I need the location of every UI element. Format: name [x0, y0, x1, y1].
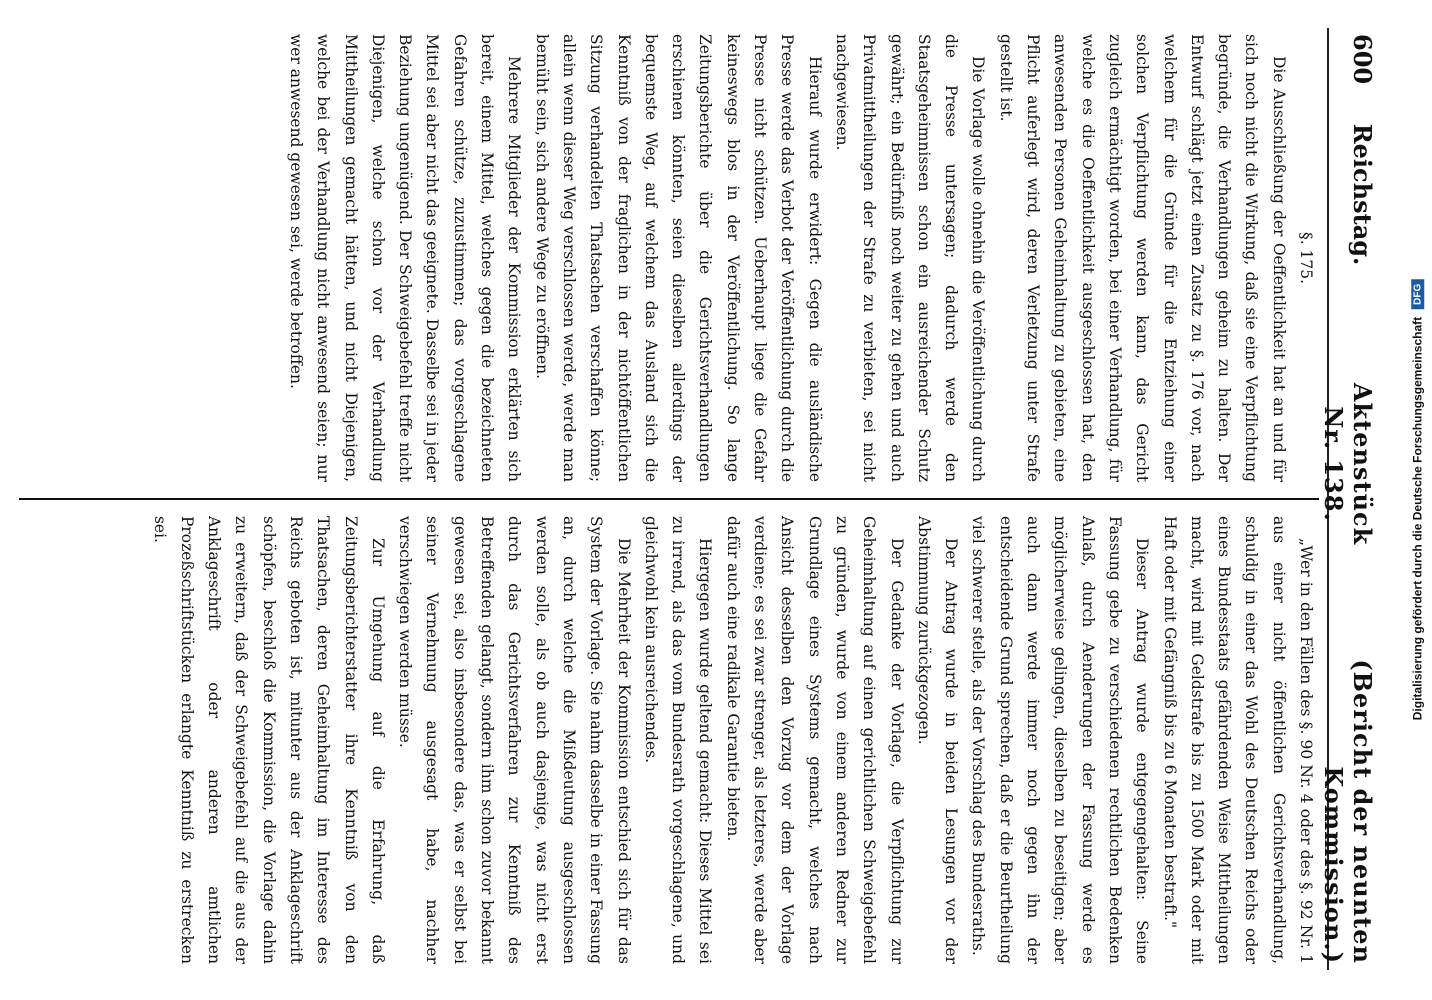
right-paragraph: Hiergegen wurde geltend gemacht: Dieses Mittel sei zu irrend, als das vom Bundesrath vorgeschlagene, und gleichwohl kein ausreichendes. [641, 515, 715, 964]
right-paragraph: Der Antrag wurde in beiden Lesungen vor der Abstimmung zurückgezogen. [914, 515, 961, 964]
page-number: 600 [1348, 34, 1377, 85]
digitization-credit [1405, 0, 1429, 1000]
left-paragraph: Die Vorlage wolle ohnehin die Veröffentlichung durch die Presse untersagen; dadurch werde den Staatsgeheimnissen schon ein ausreichender Schutz gewährt; ein Bedürfniß noch weiter zu gehen und auch Privatmittheilungen der Strafe zu verbieten, sei nicht nachgewiesen. [832, 34, 988, 483]
left-paragraph: Mehrere Mitglieder der Kommission erklärten sich bereit, einem Mittel, welches gegen die bezeichneten Gefahren schütze, zuzustimmen; das vorgeschlagene Mittel sei aber nicht das geeignete. Dasselbe sei in jeder Beziehung ungenügend. Der Schweigebefehl treffe nicht Diejenigen, welche schon vor der Verhandlung Mittheilungen gemacht hätten, und nicht Diejenigen, welche bei der Verhandlung nicht anwesend seien; nur wer anwesend gewesen sei, werde betroffen. [287, 34, 524, 483]
left-paragraph: Die Ausschließung der Oeffentlichkeit hat an und für sich noch nicht die Wirkung, daß sie eine Verpflichtung begründe, die Verhandlungen geheim zu halten. Der Entwurf schlägt jetzt einen Zusatz zu §. 176 vor, nach welchem für die Gründe für die Entziehung einer solchen Verpflichtung werden kann, das Gericht zugleich ermächtigt worden, bei einer Verhandlung, für welche es die Oeffentlichkeit ausgeschlossen hat, den anwesenden Personen Geheimhaltung zu gebieten, eine Pflicht auferlegt wird, deren Verletzung unter Strafe gestellt ist. [996, 34, 1288, 483]
right-paragraph: Zur Umgehung auf die Erfahrung, daß Zeitungsberichterstatter ihre Kenntniß von den Thatsachen, deren Geheimhaltung im Interesse des Reichs geboten ist, mitunter aus der Anklageschrift schöpfen, beschloß die Kommission, die Vorlage dahin zu erweitern, daß der Schweigebefehl auf die aus der Anklageschrift oder anderen amtlichen Prozeßschriftstücken erlangte Kenntniß zu erstrecken sei. [150, 515, 387, 964]
right-column [19, 510, 1319, 970]
text-columns [19, 28, 1319, 970]
section-heading: §. 175. [1297, 231, 1315, 285]
dfg-logo: DFG [1411, 280, 1424, 309]
right-paragraph: Die Mehrheit der Kommission entschied sich für das System der Vorlage. Sie nahm dasselbe in einer Fassung an, durch welche die Mißdeutung ausgeschlossen werden solle, als ob auch dasjenige, was nicht erst durch das Gerichtsverfahren zur Kenntniß des Betreffenden gelangt, sondern ihm schon zuvor bekannt gewesen sei, also insbesondere das, was er selbst bei seiner Vernehmung ausgesagt habe, nachher verschwiegen werden müsse. [396, 515, 633, 964]
page-header [1319, 28, 1377, 970]
header-right-title: (Bericht der neunten Kommission.) [1319, 659, 1377, 964]
column-divider [19, 498, 1319, 500]
header-left-title: Reichstag. [1348, 123, 1377, 266]
left-column [19, 28, 1319, 488]
header-document-number: Aktenstück Nr. 138. [1319, 382, 1377, 546]
right-paragraph: „Wer in den Fällen des §. 90 Nr. 4 oder des §. 92 Nr. 1 aus einer nicht öffentlichen Gerichtsverhandlung, schuldig in einer das Wohl des Deutschen Reichs oder eines Bundesstaats gefährdenden Weise Mittheilungen macht, wird mit Geldstrafe bis zu 1500 Mark oder mit Haft oder mit Gefängniß bis zu 6 Monaten bestraft." [1160, 515, 1315, 964]
right-paragraph: Dieser Antrag wurde entgegengehalten: Seine Fassung gebe zu verschiedenen rechtlichen Bedenken Anlaß, durch Aenderungen der Fassung werde es möglicherweise gelingen, dieselben zu beseitigen; aber auch dann werde immer noch gegen ihn der entscheidende Grund sprechen, daß er die Beurtheilung viel schwerer stelle, als der Vorschlag des Bundesraths. [969, 515, 1152, 964]
left-paragraph: Hierauf wurde erwidert: Gegen die ausländische Presse werde das Verbot der Veröffentlichung durch die Presse nicht schützen. Ueberhaupt liege die Gefahr keineswegs blos in der Veröffentlichung. So lange Zeitungsberichte über die Gerichtsverhandlungen erschienen könnten, seien dieselben allerdings der bequemste Weg, auf welchem das Ausland sich die Kenntniß von der fraglichen in der nichtöffentlichen Sitzung verhandelten Thatsachen verschaffen könne; allein wenn dieser Weg verschlossen werde, werde man bemüht sein, sich andere Wege zu eröffnen. [532, 34, 824, 483]
credit-text: Digitalisierung gefördert durch die Deutsche Forschungsgemeinschaft [1410, 316, 1425, 721]
right-paragraph: Der Gedanke der Vorlage, die Verpflichtung zur Geheimhaltung auf einen gerichtlichen Schweigebefehl zu gründen, wurde von einem anderen Redner zur Grundlage eines Systems gemacht, welches nach Ansicht desselben den Vorzug vor dem der Vorlage verdiene; es sei zwar strenger, als letzteres, werde aber dafür auch eine radikale Garantie bieten. [723, 515, 906, 964]
